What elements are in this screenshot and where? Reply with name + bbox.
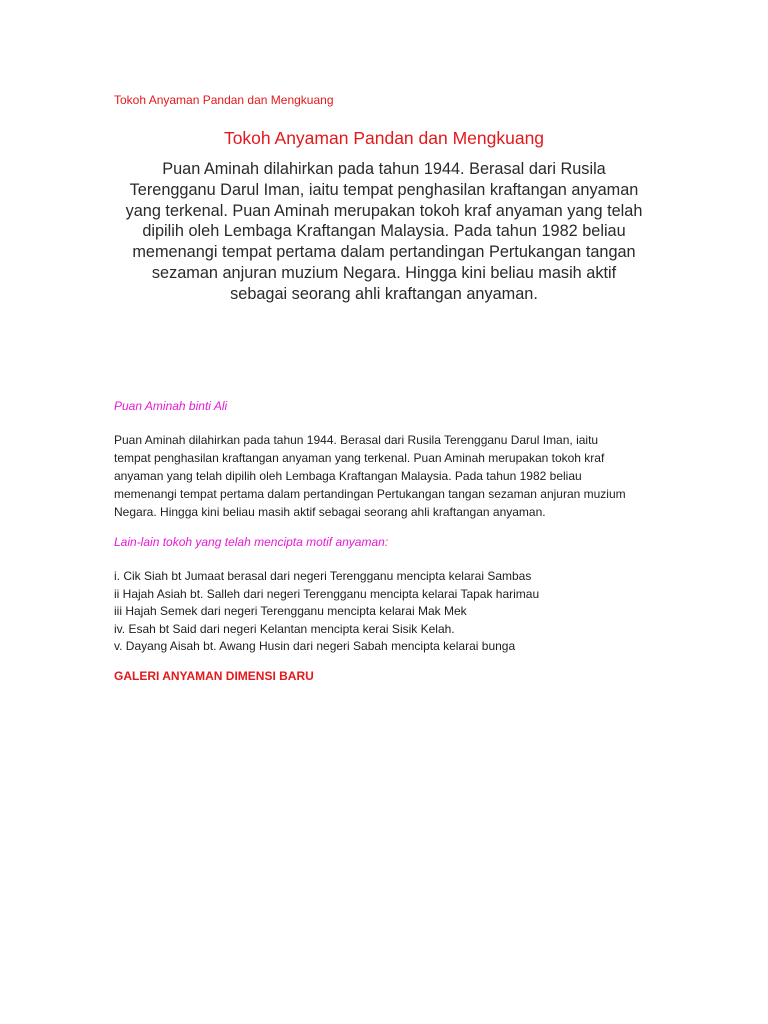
list-item: ii Hajah Asiah bt. Salleh dari negeri Terengganu mencipta kelarai Tapak harimau (114, 586, 540, 601)
intro-line: sezaman anjuran muzium Negara. Hingga kini beliau masih aktif (151, 263, 617, 282)
intro-line: dipilih oleh Lembaga Kraftangan Malaysia. Pada tahun 1982 beliau (142, 222, 626, 241)
intro-line: yang terkenal. Puan Aminah merupakan tokoh kraf anyaman yang telah (125, 201, 643, 220)
galeri-heading: GALERI ANYAMAN DIMENSI BARU (114, 669, 314, 683)
list-item: i. Cik Siah bt Jumaat berasal dari negeri Terengganu mencipta kelarai Sambas (114, 569, 532, 583)
list-item: iii Hajah Semek dari negeri Terengganu mencipta kelarai Mak Mek (114, 604, 467, 618)
bio-line: Puan Aminah dilahirkan pada tahun 1944. Berasal dari Rusila Terengganu Darul Iman, iaitu (114, 433, 599, 447)
document-top-title: Tokoh Anyaman Pandan dan Mengkuang (114, 93, 334, 107)
list-item: iv. Esah bt Said dari negeri Kelantan mencipta kerai Sisik Kelah. (114, 621, 455, 636)
person-heading: Puan Aminah binti Ali (114, 399, 228, 413)
intro-line: memenangi tempat pertama dalam pertandingan Pertukangan tangan (132, 243, 636, 262)
bio-line: memenangi tempat pertama dalam pertandingan Pertukangan tangan sezaman anjuran muzium (114, 487, 626, 501)
bio-line: tempat penghasilan kraftangan anyaman yang terkenal. Puan Aminah merupakan tokoh kraf (114, 451, 605, 465)
bio-paragraph (114, 431, 674, 521)
page-title: Tokoh Anyaman Pandan dan Mengkuang (223, 128, 545, 148)
bio-line: anyaman yang telah dipilih oleh Lembaga Kraftangan Malaysia. Pada tahun 1982 beliau (114, 469, 582, 483)
intro-line: Puan Aminah dilahirkan pada tahun 1944. Berasal dari Rusila (162, 160, 606, 178)
bio-line: Negara. Hingga kini beliau masih aktif sebagai seorang ahli kraftangan anyaman. (114, 505, 546, 519)
others-list (114, 568, 674, 656)
intro-line: sebagai seorang ahli kraftangan anyaman. (230, 284, 538, 303)
intro-line: Terengganu Darul Iman, iaitu tempat penghasilan kraftangan anyaman (129, 180, 639, 199)
list-item: v. Dayang Aisah bt. Awang Husin dari negeri Sabah mencipta kelarai bunga (114, 639, 516, 653)
intro-paragraph (110, 159, 658, 305)
others-heading: Lain-lain tokoh yang telah mencipta motif anyaman: (114, 535, 389, 549)
